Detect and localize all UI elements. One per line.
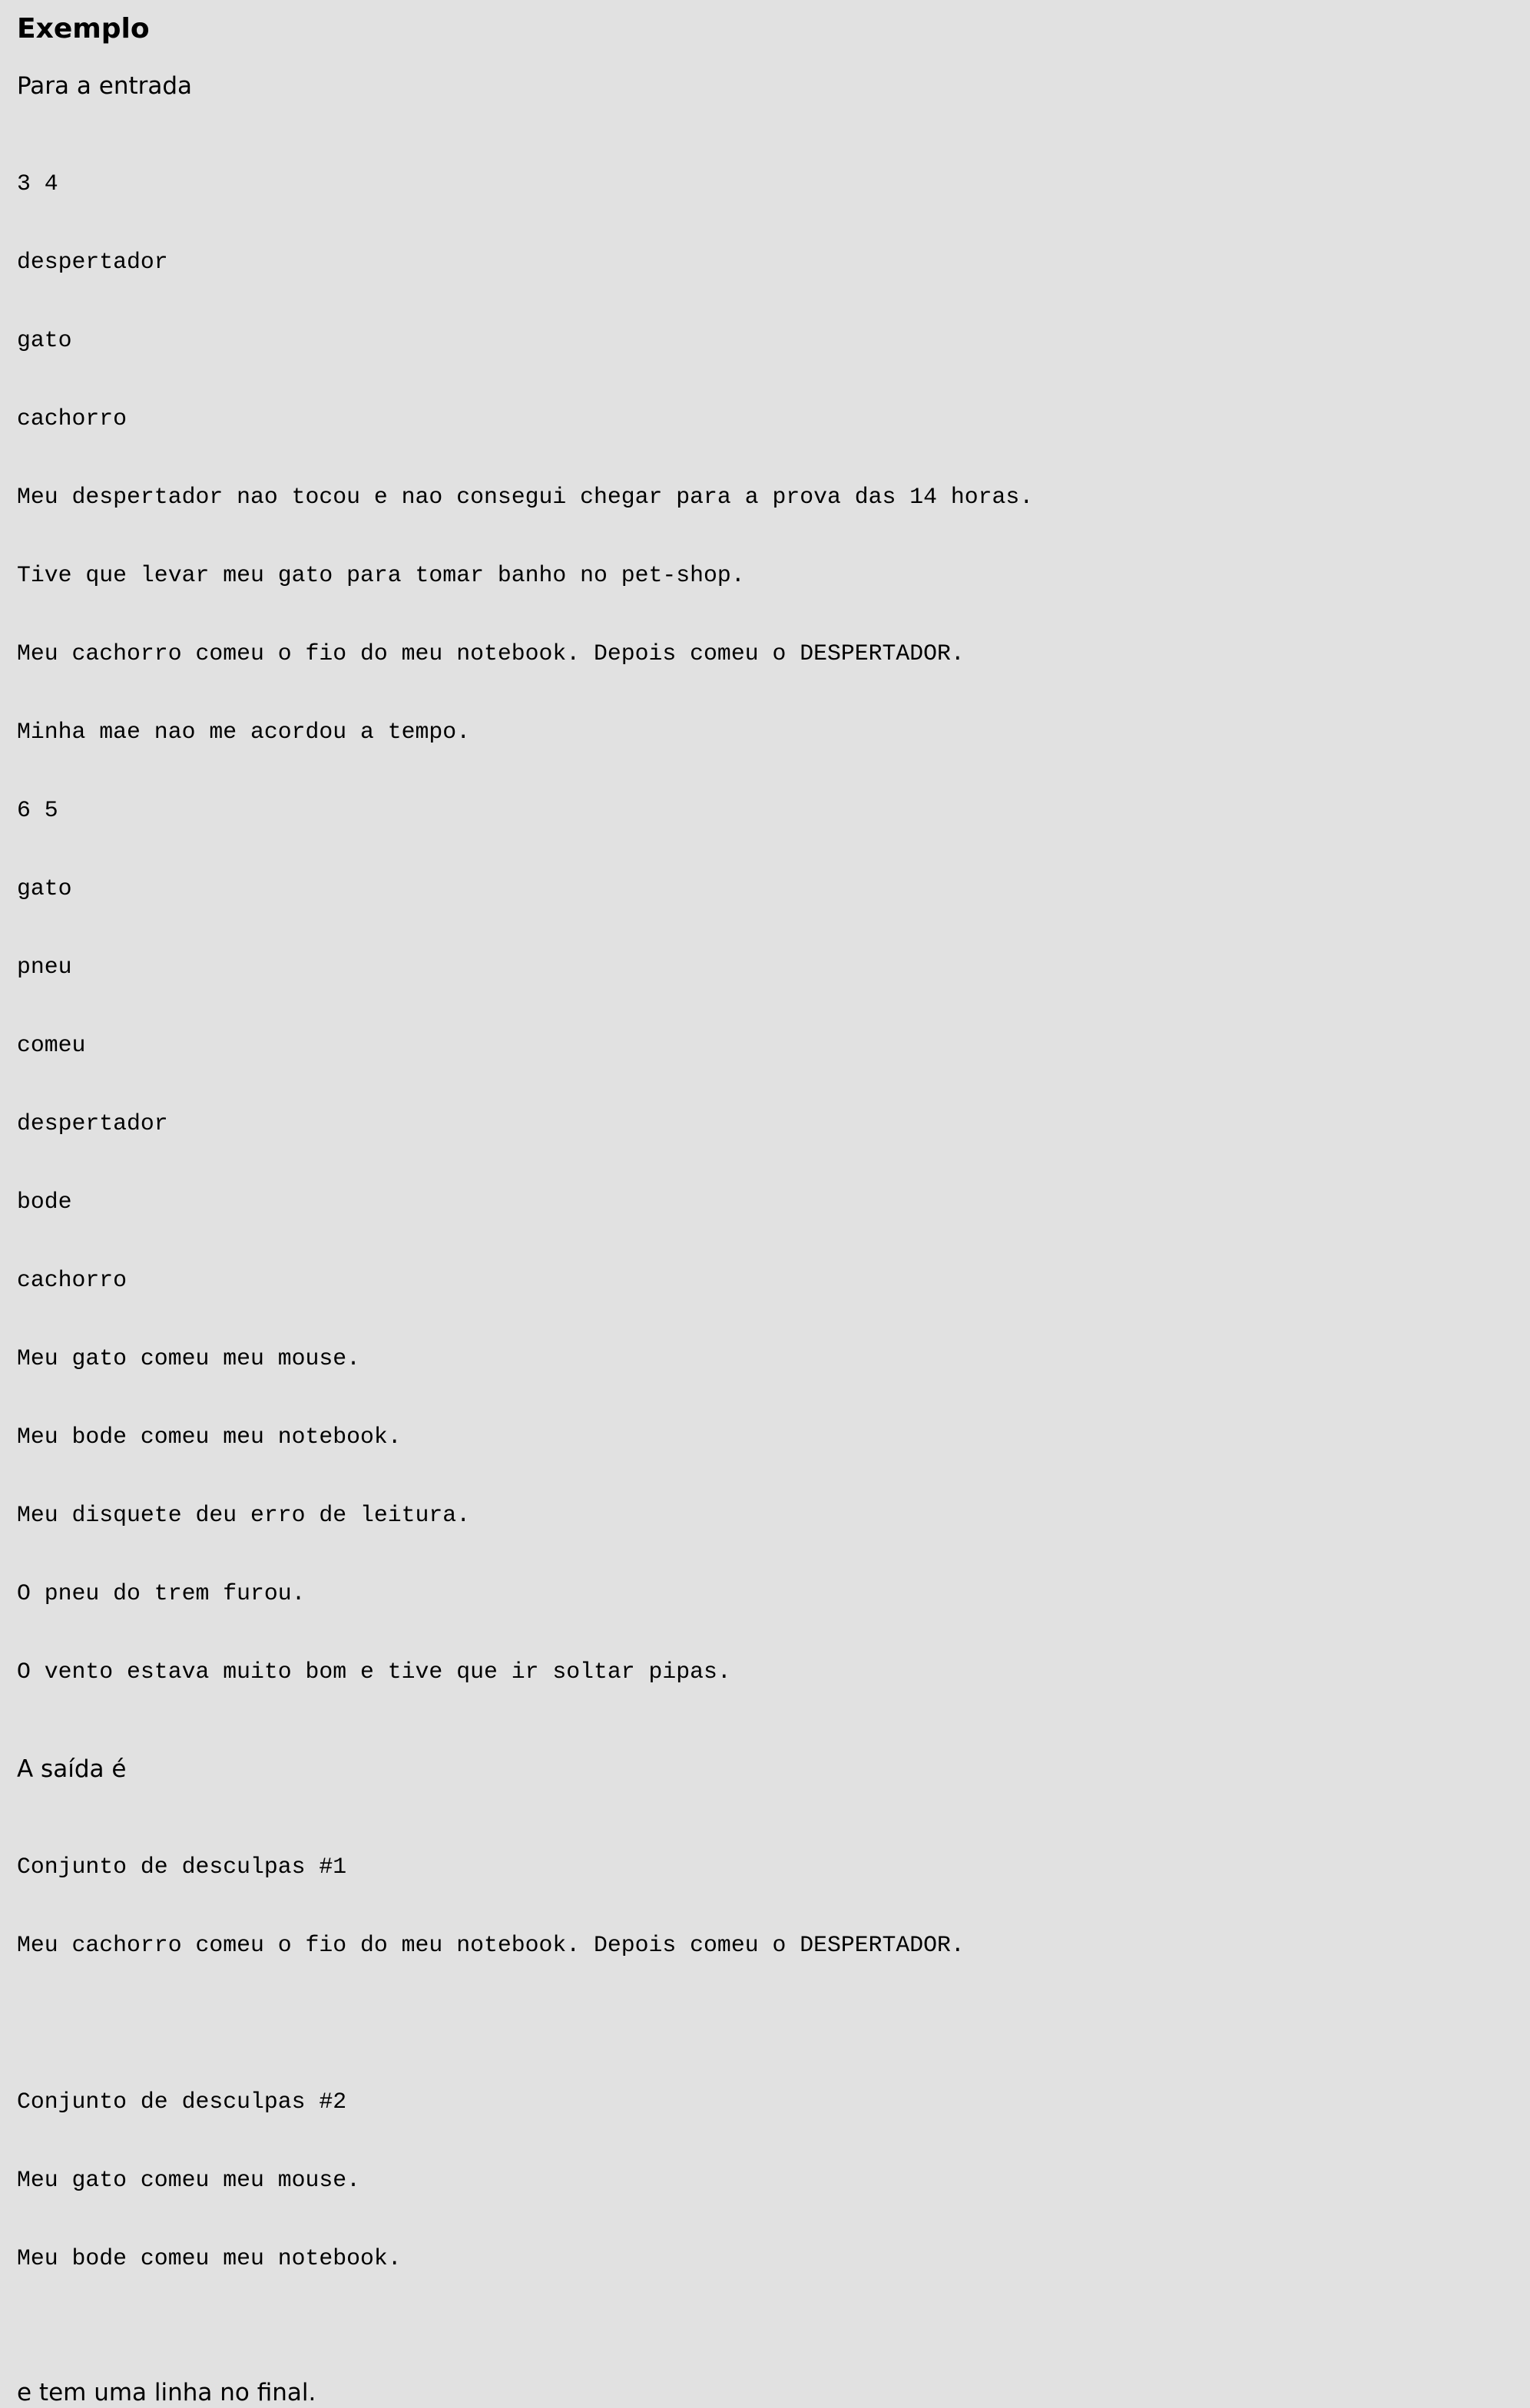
input-line: bode: [17, 1189, 72, 1215]
input-line: Meu disquete deu erro de leitura.: [17, 1502, 471, 1528]
input-line: cachorro: [17, 1267, 128, 1293]
input-line: O vento estava muito bom e tive que ir soltar pipas.: [17, 1659, 731, 1685]
input-line: Meu despertador nao tocou e nao consegui chegar para a prova das 14 horas.: [17, 484, 1034, 510]
input-line: Minha mae nao me acordou a tempo.: [17, 719, 471, 745]
input-line: despertador: [17, 1110, 168, 1136]
input-line: Tive que levar meu gato para tomar banho no pet-shop.: [17, 562, 745, 588]
input-line: Meu cachorro comeu o fio do meu notebook. Depois comeu o DESPERTADOR.: [17, 640, 965, 666]
input-line: O pneu do trem furou.: [17, 1580, 306, 1606]
output-set-header: Conjunto de desculpas #1: [17, 1854, 347, 1880]
output-line: Meu cachorro comeu o fio do meu notebook. Depois comeu o DESPERTADOR.: [17, 1932, 965, 1958]
input-line: Meu gato comeu meu mouse.: [17, 1345, 361, 1371]
input-line: comeu: [17, 1032, 86, 1058]
blank-line: [17, 2010, 1530, 2036]
output-line: Meu bode comeu meu notebook.: [17, 2245, 402, 2271]
output-line: Meu gato comeu meu mouse.: [17, 2167, 361, 2193]
input-line: despertador: [17, 249, 168, 275]
input-line: cachorro: [17, 405, 128, 432]
input-line: Meu bode comeu meu notebook.: [17, 1424, 402, 1450]
input-line: 3 4: [17, 170, 58, 197]
input-line: 6 5: [17, 797, 58, 823]
output-example-block: [17, 1801, 1530, 2324]
output-set-header: Conjunto de desculpas #2: [17, 2089, 347, 2115]
input-line: gato: [17, 327, 72, 353]
footer-note: e tem uma linha no final.: [17, 2379, 316, 2406]
output-label: A saída é: [17, 1755, 127, 1783]
section-heading: Exemplo: [17, 13, 150, 45]
input-line: pneu: [17, 954, 72, 980]
input-line: gato: [17, 875, 72, 901]
input-label: Para a entrada: [17, 72, 193, 100]
input-example-block: [17, 118, 1530, 1737]
